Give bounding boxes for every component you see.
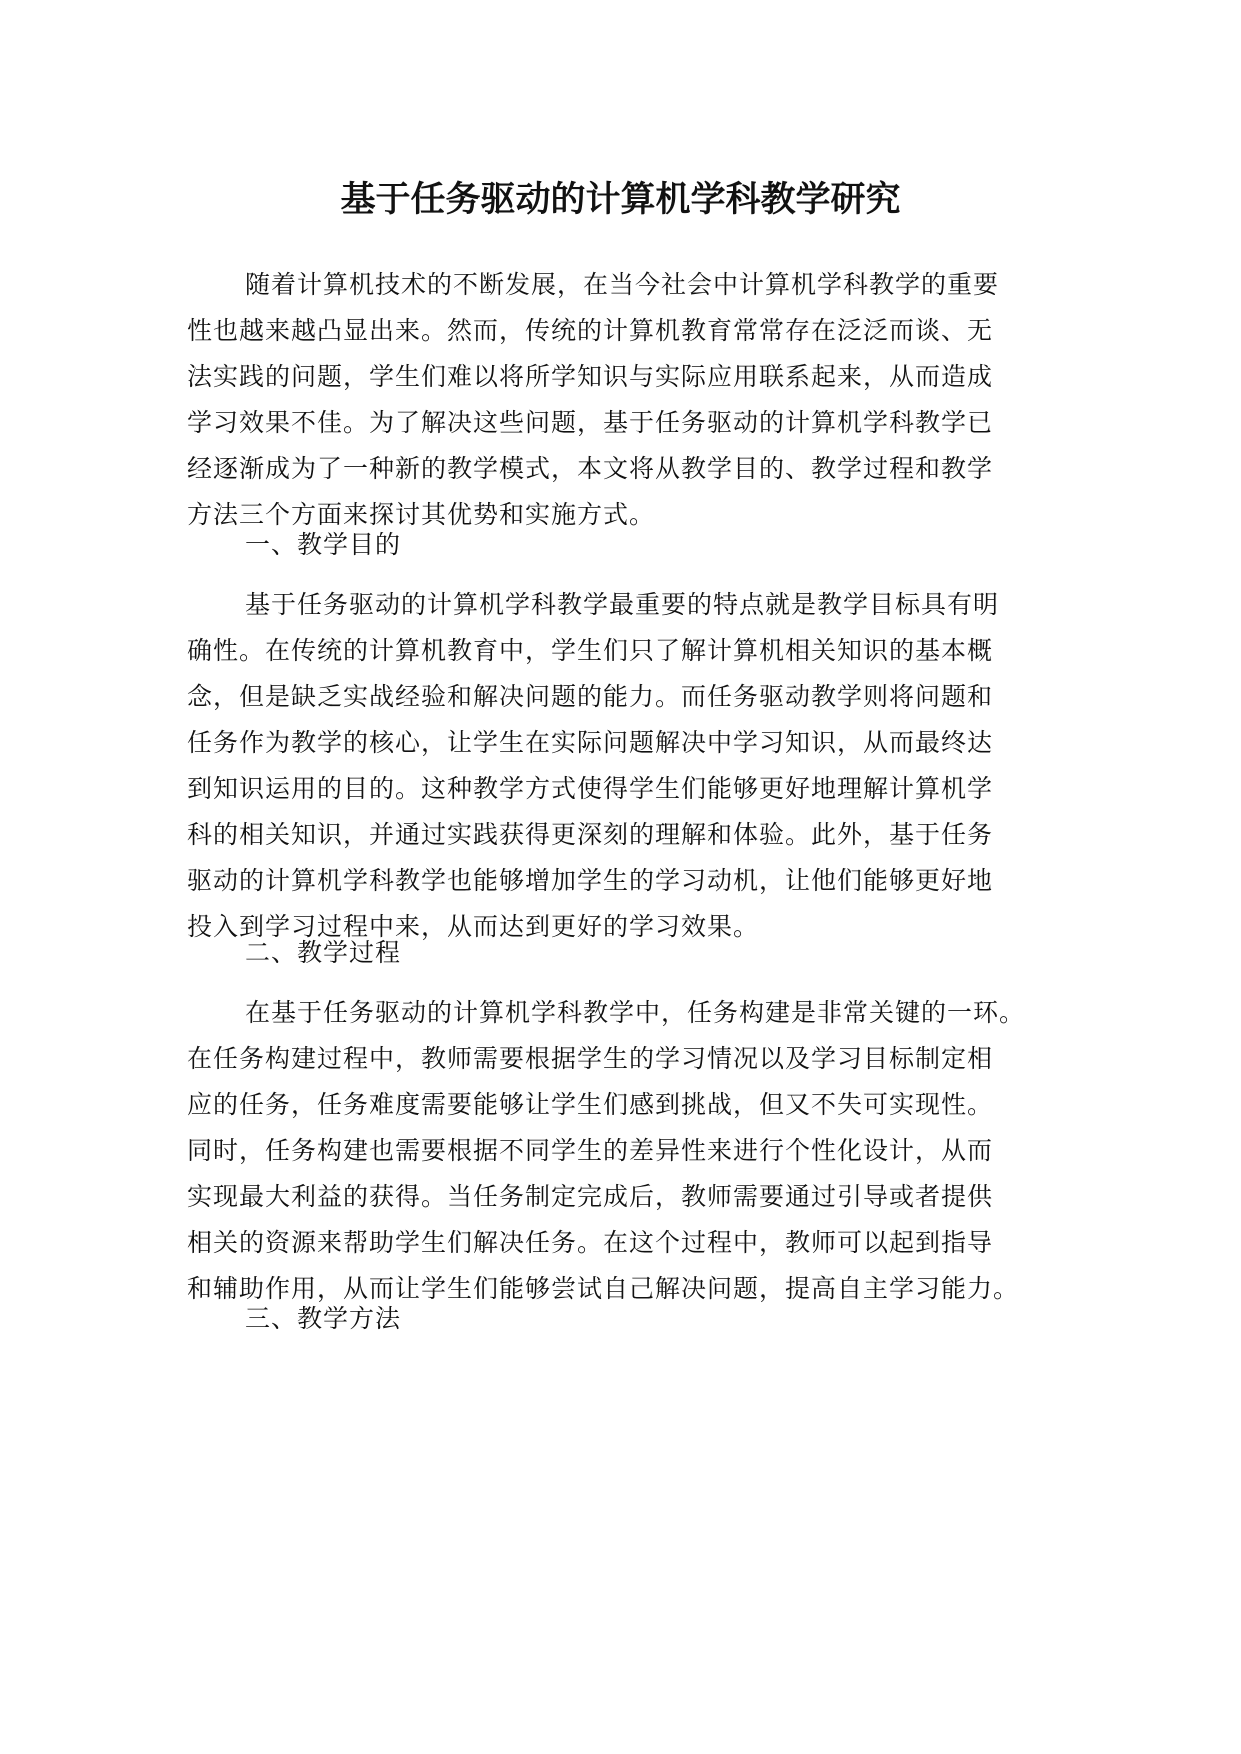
paragraph-line: 任务作为教学的核心，让学生在实际问题解决中学习知识，从而最终达	[187, 728, 994, 757]
section1-paragraph	[187, 582, 1067, 950]
paragraph-line: 科的相关知识，并通过实践获得更深刻的理解和体验。此外，基于任务	[187, 820, 994, 849]
section-heading-teaching-goal: 一、教学目的	[245, 530, 402, 559]
paragraph-line: 性也越来越凸显出来。然而，传统的计算机教育常常存在泛泛而谈、无	[187, 316, 994, 345]
paragraph-line: 和辅助作用，从而让学生们能够尝试自己解决问题，提高自主学习能力。	[187, 1274, 1020, 1303]
paragraph-line: 学习效果不佳。为了解决这些问题，基于任务驱动的计算机学科教学已	[187, 408, 994, 437]
paragraph-line: 在任务构建过程中，教师需要根据学生的学习情况以及学习目标制定相	[187, 1044, 994, 1073]
paragraph-line: 法实践的问题，学生们难以将所学知识与实际应用联系起来，从而造成	[187, 362, 994, 391]
paragraph-line: 随着计算机技术的不断发展，在当今社会中计算机学科教学的重要	[245, 270, 1000, 299]
paragraph-line: 同时，任务构建也需要根据不同学生的差异性来进行个性化设计，从而	[187, 1136, 994, 1165]
section-heading-teaching-process: 二、教学过程	[245, 938, 402, 967]
paragraph-line: 基于任务驱动的计算机学科教学最重要的特点就是教学目标具有明	[245, 590, 1000, 619]
paragraph-line: 到知识运用的目的。这种教学方式使得学生们能够更好地理解计算机学	[187, 774, 994, 803]
paragraph-line: 实现最大利益的获得。当任务制定完成后，教师需要通过引导或者提供	[187, 1182, 994, 1211]
paragraph-line: 确性。在传统的计算机教育中，学生们只了解计算机相关知识的基本概	[187, 636, 994, 665]
paragraph-line: 在基于任务驱动的计算机学科教学中，任务构建是非常关键的一环。	[245, 998, 1026, 1027]
paragraph-line: 应的任务，任务难度需要能够让学生们感到挑战，但又不失可实现性。	[187, 1090, 994, 1119]
paragraph-line: 念，但是缺乏实战经验和解决问题的能力。而任务驱动教学则将问题和	[187, 682, 994, 711]
paragraph-line: 相关的资源来帮助学生们解决任务。在这个过程中，教师可以起到指导	[187, 1228, 994, 1257]
document-title: 基于任务驱动的计算机学科教学研究	[340, 180, 901, 220]
intro-paragraph	[187, 262, 1067, 538]
paragraph-line: 驱动的计算机学科教学也能够增加学生的学习动机，让他们能够更好地	[187, 866, 994, 895]
section2-paragraph	[187, 990, 1067, 1312]
paragraph-line: 经逐渐成为了一种新的教学模式，本文将从教学目的、教学过程和教学	[187, 454, 994, 483]
paragraph-line: 投入到学习过程中来，从而达到更好的学习效果。	[187, 912, 760, 941]
section-heading-teaching-method: 三、教学方法	[245, 1304, 402, 1333]
paragraph-line: 方法三个方面来探讨其优势和实施方式。	[187, 500, 656, 529]
